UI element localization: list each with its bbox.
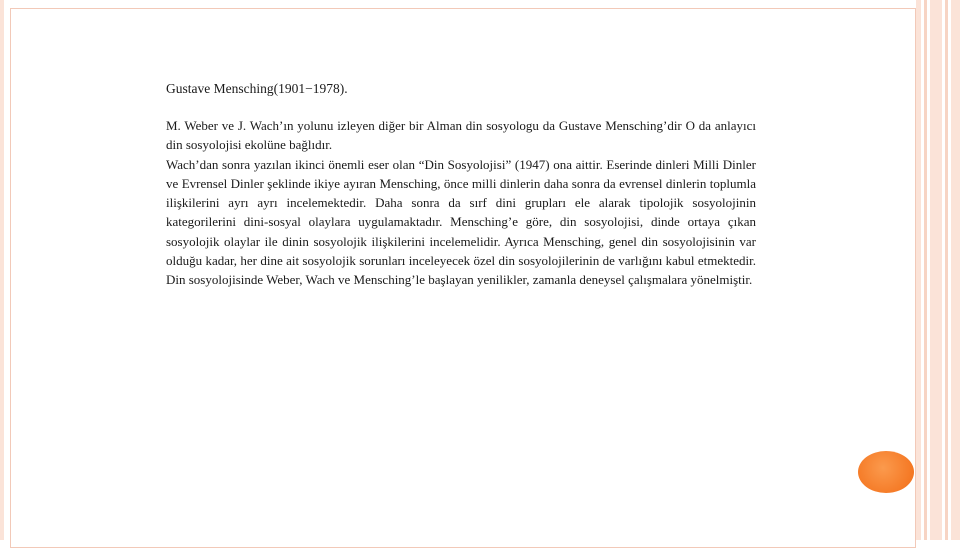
right-decor-stripes [916, 0, 960, 540]
paragraph-intro: M. Weber ve J. Wach’ın yolunu izleyen diğer bir Alman din sosyologu da Gustave Mensching’dir O da anlayıcı din sosyolojisi ekolüne bağlıdır. [166, 118, 756, 153]
decor-stripe [951, 0, 960, 540]
slide-title: Gustave Mensching(1901−1978). [166, 81, 348, 96]
decor-stripe [945, 0, 948, 540]
left-decor-bar [0, 0, 4, 540]
paragraph-body: Wach’dan sonra yazılan ikinci önemli eser olan “Din Sosyolojisi” (1947) ona aittir. Eserinde dinleri Milli Dinler ve Evrensel Dinler şeklinde ikiye ayıran Mensching, önce milli dinlerin daha sonra da evrensel dinlerin toplumla ilişkilerini ayrı ayrı incelemektedir. Daha sonra da sırf dini grupları ele alarak tipolojik sosyolojinin kategorilerini dini-sosyal olaylara uygulamaktadır. Mensching’e göre, din sosyolojisi, dinde ortaya çıkan sosyolojik olaylar ile dinin sosyolojik ilişkilerini incelemelidir. Ayrıca Mensching, genel din sosyolojisinin var olduğu kadar, her dine ait sosyolojik sorunları inceleyecek özel din sosyolojilerinin de varlığını kabul etmektedir. Din sosyolojisinde Weber, Wach ve Mensching’le başlayan yenilikler, zamanla deneysel çalışmalara yönelmiştir. [166, 156, 756, 288]
decor-stripe [916, 0, 921, 540]
orange-decor-circle [858, 451, 914, 493]
decor-stripe [930, 0, 942, 540]
decor-stripe [924, 0, 927, 540]
slide-content [166, 80, 756, 290]
